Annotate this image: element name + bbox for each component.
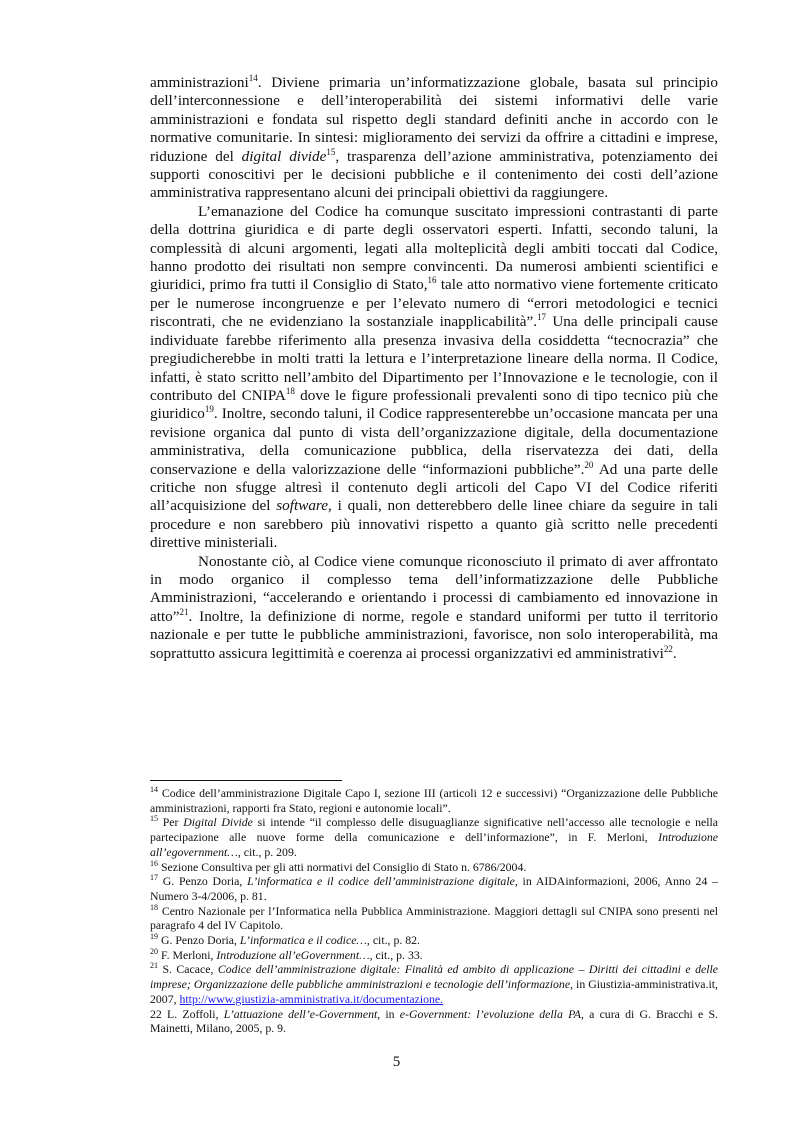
text: . Inoltre, secondo taluni, il Codice rappresenterebbe un’occasione mancata per una revisione organica dal punto di vista dell’organizzazione digitale, della documentazione amministrativa, della comunicazione pubblica, della riservatezza dei dati, della conservazione e della valorizzazione delle “informazioni pubbliche”. (150, 405, 718, 478)
footnote-ref-22[interactable]: 22 (663, 643, 673, 654)
footnote-text: , cit., p. 33. (369, 947, 423, 962)
footnote-text: Per (158, 815, 184, 830)
footnote-text: si intende “il complesso delle disuguaglianze significative nell’accesso alle tecnologie e nella partecipazione alle nuove forme della comunicazione e dell’informazione”, in F. Merloni, (150, 815, 718, 845)
footnote-text: , in (377, 1006, 400, 1021)
footnote-20 (150, 948, 718, 963)
footnote-number: 21 (150, 961, 158, 971)
body-text (150, 74, 718, 663)
text: . Diviene primaria un’informatizzazione globale, basata sul principio dell’interconnessione e dell’interoperabilità dei sistemi informativi delle varie amministrazioni e fondata sul rispetto degli standard definiti anche in accordo con le normative comunitarie. In sintesi: miglioramento dei servizi da offrire a cittadini e imprese, riduzione del (150, 74, 718, 165)
footnote-17 (150, 874, 718, 903)
emphasis: Codice dell’amministrazione digitale: Finalità ed ambito di applicazione – Diritti dei cittadini e delle imprese; Organizzazione delle pubbliche amministrazioni e tecnologie dell’informazione (150, 962, 718, 992)
emphasis: software (276, 497, 329, 515)
footnote-19 (150, 933, 718, 948)
footnote-number: 15 (150, 814, 158, 824)
paragraph-3 (150, 553, 718, 663)
footnote-text: S. Cacace, (158, 962, 218, 977)
footnote-ref-18[interactable]: 18 (285, 385, 295, 396)
footnote-link[interactable]: http://www.giustizia-amministrativa.it/documentazione. (179, 991, 444, 1006)
emphasis: Introduzione all’egovernment… (150, 830, 718, 859)
footnote-ref-15[interactable]: 15 (326, 146, 336, 157)
emphasis: L’attuazione dell’e-Government (223, 1006, 378, 1021)
footnote-text: G. Penzo Doria, (158, 874, 248, 889)
footnote-number: 18 (150, 902, 158, 912)
footnote-separator (150, 780, 342, 781)
footnote-number: 19 (150, 932, 158, 942)
text: Una delle principali cause individuate farebbe riferimento alla presenza invasiva della cosiddetta “tecnocrazia” che pregiudicherebbe in molti tratti la lettura e l’interpretazione lineare della norma. Il Codice, infatti, è stato scritto nell’ambito del Dipartimento per l’Innovazione e le tecnologie, con il contributo del CNIPA (150, 313, 718, 404)
footnote-text: Sezione Consultiva per gli atti normativi del Consiglio di Stato n. 6786/2004. (158, 859, 527, 874)
text: Ad una parte delle critiche non sfugge altresì il contenuto degli articoli del Capo VI del Codice riferiti all’acquisizione del (150, 460, 719, 515)
text: . (672, 644, 677, 662)
footnote-text: G. Penzo Doria, (158, 933, 240, 948)
footnote-ref-17[interactable]: 17 (537, 312, 547, 323)
footnote-15 (150, 815, 718, 859)
page-number: 5 (392, 1054, 401, 1070)
paragraph-1 (150, 74, 718, 203)
footnote-ref-20[interactable]: 20 (584, 459, 594, 470)
footnote-text: , cit., p. 209. (237, 844, 297, 859)
text: , i quali, non detterebbero delle linee chiare da seguire in tali procedure e non sarebbero più innovativi rispetto a quanto già scritto nelle precedenti direttive ministeriali. (150, 497, 718, 552)
footnote-22 (150, 1007, 718, 1036)
emphasis: Digital Divide (183, 815, 253, 830)
footnote-ref-19[interactable]: 19 (204, 404, 214, 415)
paragraph-2 (150, 203, 718, 553)
footnote-ref-21[interactable]: 21 (179, 606, 189, 617)
text: Nonostante ciò, al Codice viene comunque riconosciuto il primato di aver affrontato in modo organico il complesso tema dell’informatizzazione delle Pubbliche Amministrazioni, “accelerando e orientando i processi di cambiamento ed innovazione in atto” (150, 552, 718, 625)
footnote-number: 16 (150, 858, 158, 868)
emphasis: Introduzione all’eGovernment… (216, 947, 370, 962)
text: amministrazioni (150, 74, 249, 91)
emphasis: digital divide (241, 147, 327, 165)
footnote-number: 22 (150, 1006, 162, 1021)
footnote-18 (150, 904, 718, 933)
footnote-text: Codice dell’amministrazione Digitale Capo I, sezione III (articoli 12 e successivi) “Organizzazione delle Pubbliche amministrazioni, rapporti fra Stato, regioni e autonomie locali”. (150, 786, 718, 815)
footnote-ref-14[interactable]: 14 (248, 73, 258, 83)
emphasis: L’informatica e il codice… (239, 933, 367, 948)
footnote-ref-16[interactable]: 16 (427, 275, 437, 286)
footnote-number: 14 (150, 785, 158, 794)
footnote-14 (150, 786, 718, 815)
footnote-21 (150, 962, 718, 1006)
footnote-text: , in AIDAinformazioni, 2006, Anno 24 – Numero 3-4/2006, p. 81. (150, 874, 719, 903)
text: dove le figure professionali prevalenti sono di tipo tecnico più che giuridico (150, 386, 718, 423)
text: L’emanazione del Codice ha comunque suscitato impressioni contrastanti di parte della dottrina giuridica e di parte degli osservatori esperti. Infatti, secondo taluni, la complessità di alcuni argomenti, legati alla molteplicità degli ambiti toccati dal Codice, hanno prodotto dei risultati non sempre convincenti. Da numerosi ambienti scientifici e giuridici, primo fra tutti il Consiglio di Stato, (150, 202, 718, 294)
text: , trasparenza dell’azione amministrativa, potenziamento dei supporti conoscitivi per le decisioni pubbliche e il contenimento dei costi dell’azione amministrativa rappresentano alcuni dei principali obiettivi da raggiungere. (150, 147, 718, 202)
emphasis: L’informatica e il codice dell’amministrazione digitale (247, 874, 515, 889)
footnote-number: 20 (150, 946, 158, 956)
footnote-text: , cit., p. 82. (366, 933, 421, 948)
footnote-text: F. Merloni, (158, 947, 217, 962)
text: . Inoltre, la definizione di norme, regole e standard uniformi per tutto il territorio nazionale e per tutte le pubbliche amministrazioni, favorisce, non solo interoperabilità, ma soprattutto assicura legittimità e coerenza ai processi organizzativi ed amministrativi (150, 607, 718, 662)
footnote-text: Centro Nazionale per l’Informatica nella Pubblica Amministrazione. Maggiori dettagli sul CNIPA sono presenti nel paragrafo 4 del IV Capitolo. (150, 903, 718, 933)
emphasis: e-Government: l’evoluzione della PA (399, 1006, 581, 1021)
text: tale atto normativo viene fortemente criticato per le numerose incongruenze e per l’elevato numero di “errori metodologici e tecnici riscontrati, che ne evidenziano la sostanziale inapplicabilità”. (150, 276, 718, 331)
footnotes (150, 786, 718, 1036)
footnote-16 (150, 860, 718, 875)
footnote-number: 17 (150, 873, 158, 883)
footnote-text: , in Giustizia-amministrativa.it, 2007, (150, 977, 719, 1006)
footnote-text: L. Zoffoli, (161, 1006, 224, 1021)
footnote-text: , a cura di G. Bracchi e S. Mainetti, Milano, 2005, p. 9. (150, 1006, 718, 1036)
